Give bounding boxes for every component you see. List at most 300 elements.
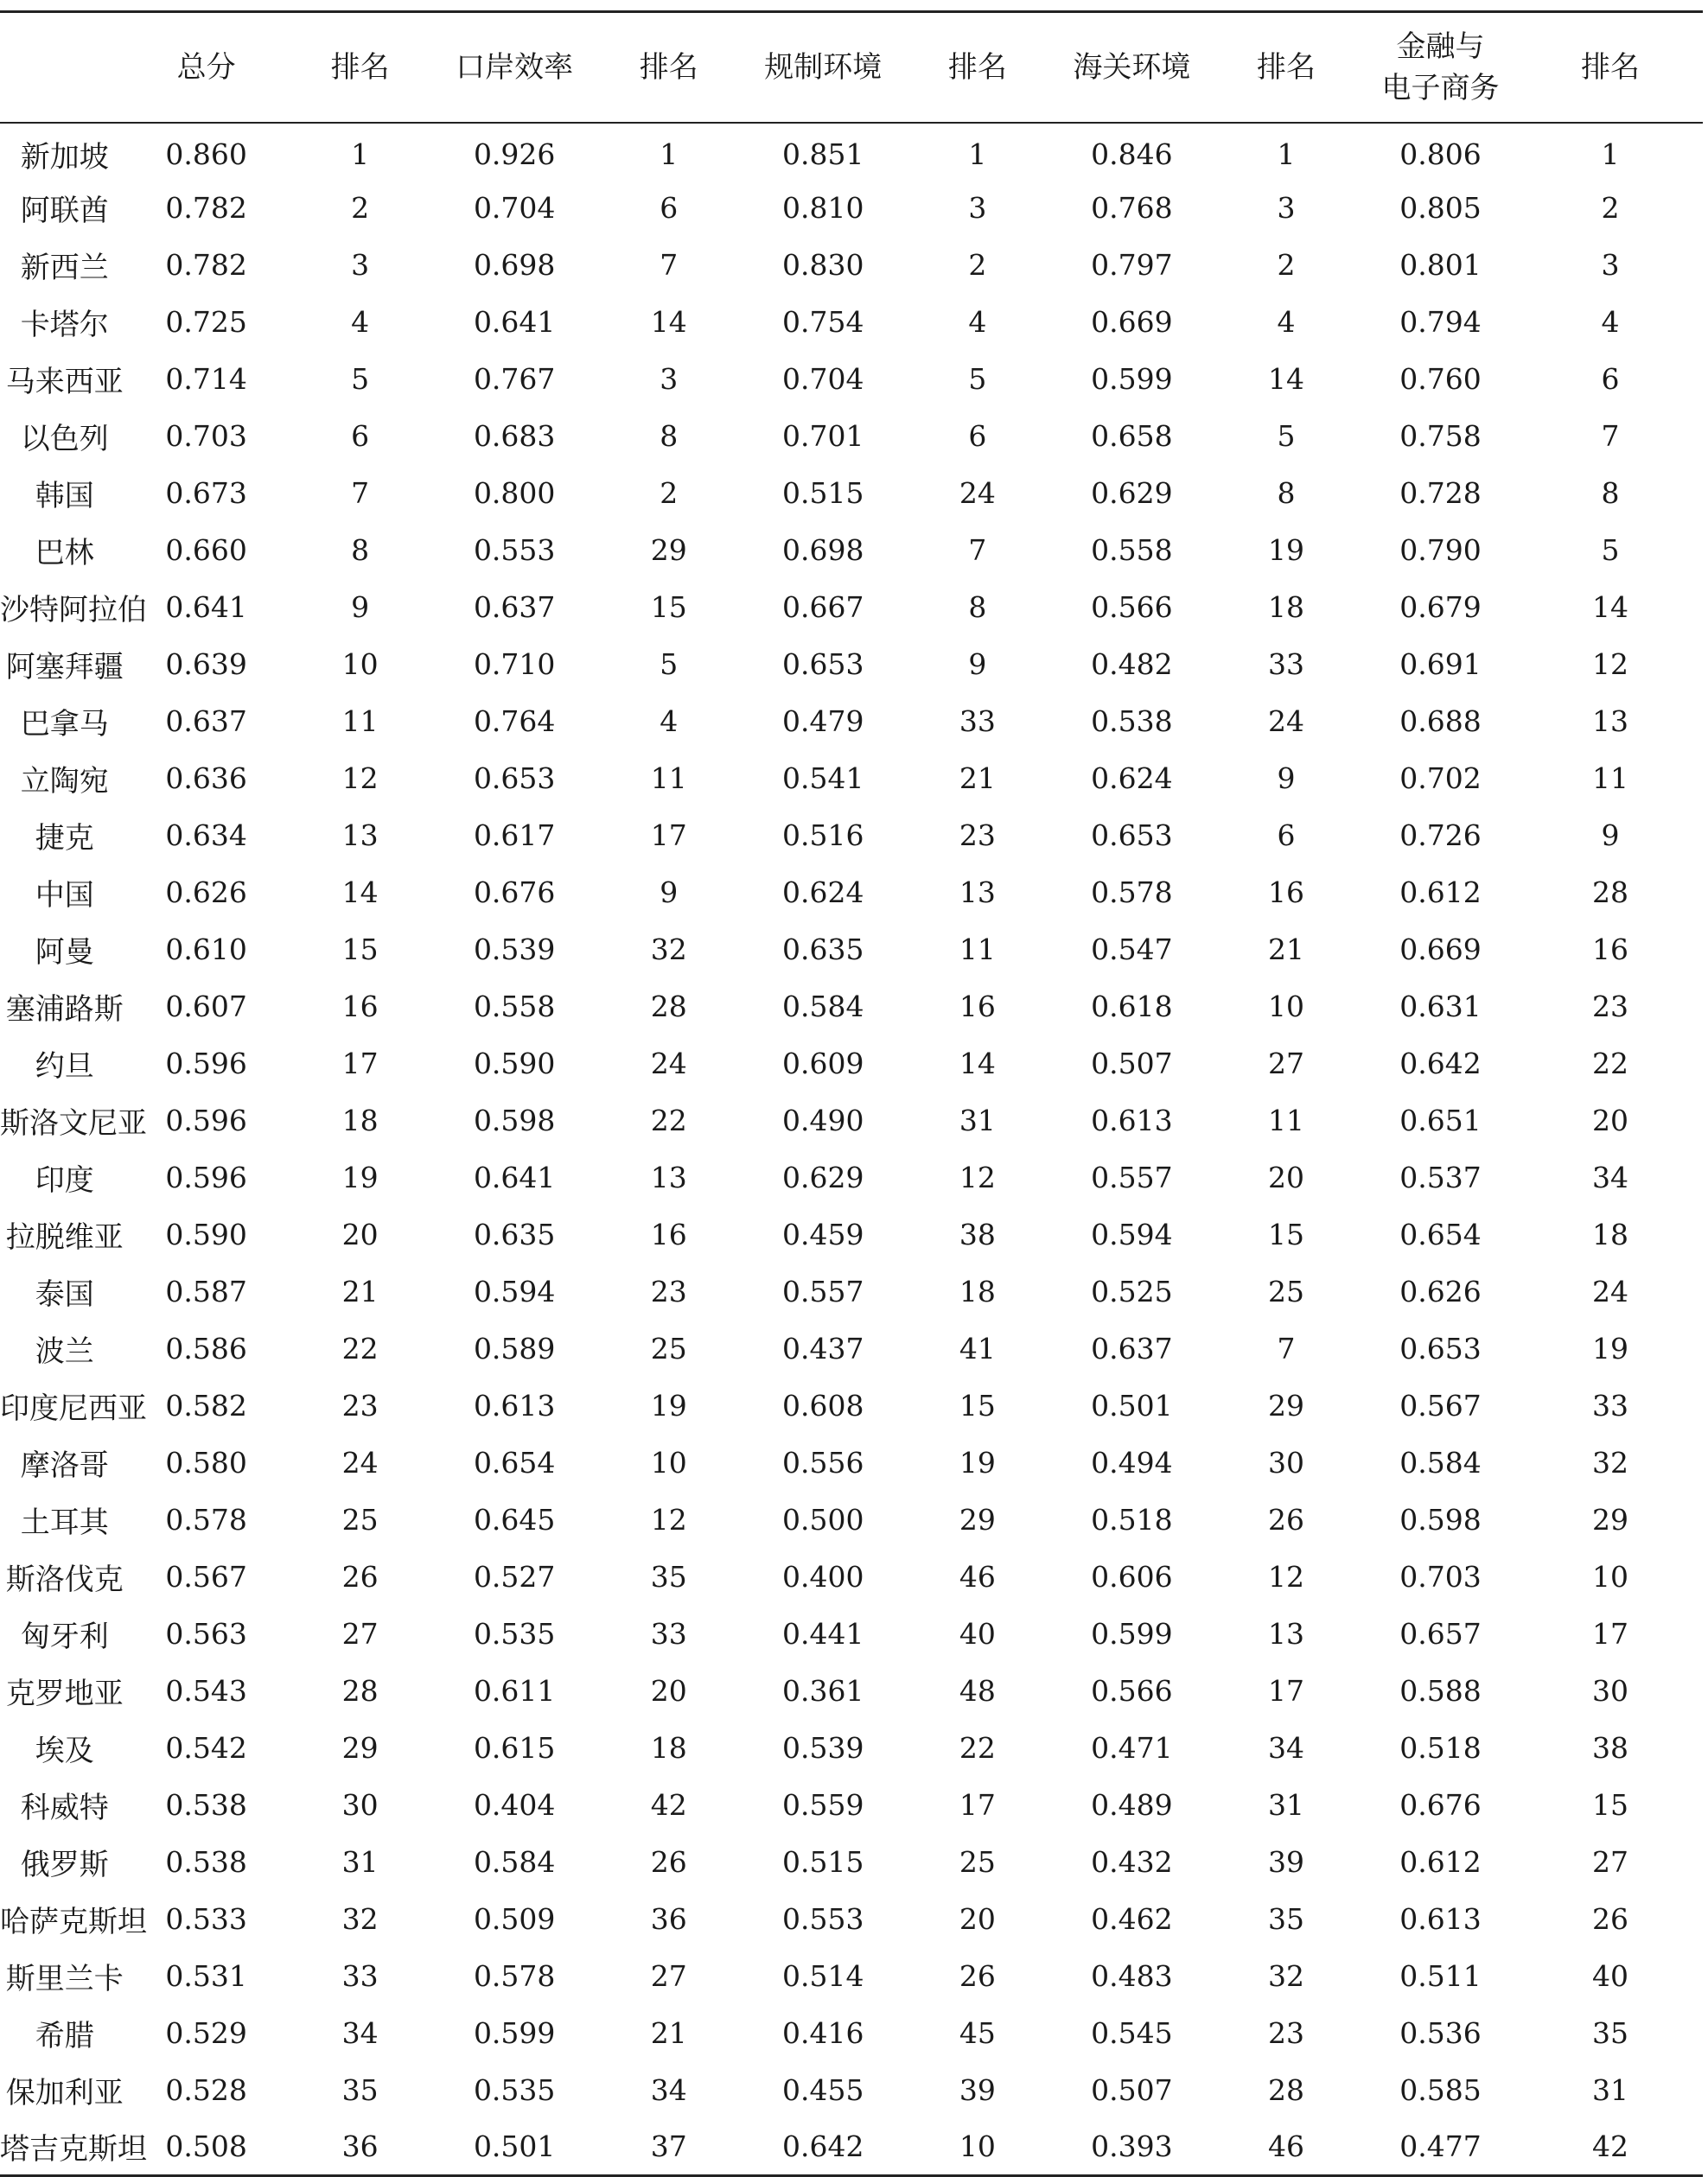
value-cell: 38 bbox=[1592, 1731, 1629, 1765]
value-cell: 19 bbox=[341, 1161, 379, 1194]
column-header: 排名 bbox=[284, 12, 437, 123]
value-cell: 0.760 bbox=[1399, 362, 1482, 396]
country-cell: 保加利亚 bbox=[5, 2076, 124, 2110]
country-cell: 拉脱维亚 bbox=[5, 1220, 124, 1255]
value-cell: 17 bbox=[959, 1788, 996, 1822]
value-cell: 0.653 bbox=[1399, 1332, 1482, 1365]
value-cell: 38 bbox=[959, 1218, 996, 1251]
value-cell: 33 bbox=[1267, 647, 1304, 681]
value-cell: 6 bbox=[351, 419, 370, 453]
country-cell: 阿曼 bbox=[35, 935, 94, 970]
country-cell: 约旦 bbox=[35, 1049, 94, 1084]
value-cell: 6 bbox=[968, 419, 987, 453]
value-cell: 0.612 bbox=[1399, 875, 1482, 909]
value-cell: 0.782 bbox=[165, 191, 247, 225]
table-row bbox=[0, 1549, 1703, 1606]
value-cell: 0.801 bbox=[1399, 248, 1482, 282]
value-cell: 0.594 bbox=[1091, 1218, 1173, 1251]
value-cell: 31 bbox=[959, 1104, 996, 1137]
value-cell: 11 bbox=[1267, 1104, 1304, 1137]
value-cell: 37 bbox=[592, 2119, 746, 2176]
value-cell: 23 bbox=[959, 818, 996, 852]
value-cell: 11 bbox=[1592, 761, 1629, 795]
value-cell: 0.596 bbox=[165, 1104, 247, 1137]
value-cell: 3 bbox=[351, 248, 370, 282]
value-cell: 12 bbox=[1267, 1560, 1304, 1594]
value-cell: 31 bbox=[1592, 2073, 1629, 2107]
value-cell: 2 bbox=[660, 476, 679, 510]
value-cell: 0.758 bbox=[1399, 419, 1482, 453]
table-row bbox=[0, 1435, 1703, 1492]
value-cell: 22 bbox=[1592, 1047, 1629, 1080]
value-cell: 0.567 bbox=[1399, 1389, 1482, 1423]
value-cell: 0.483 bbox=[1091, 1959, 1173, 1993]
value-cell: 0.584 bbox=[473, 1845, 556, 1879]
country-cell: 新西兰 bbox=[20, 251, 109, 285]
column-header: 排名 bbox=[1209, 12, 1363, 123]
value-cell: 0.635 bbox=[782, 933, 864, 966]
value-cell: 0.926 bbox=[473, 137, 556, 171]
value-cell: 6 bbox=[1277, 818, 1296, 852]
value-cell: 0.651 bbox=[1399, 1104, 1482, 1137]
value-cell: 0.479 bbox=[782, 704, 864, 738]
value-cell: 11 bbox=[341, 704, 379, 738]
value-cell: 0.667 bbox=[782, 590, 864, 624]
value-cell: 0.642 bbox=[746, 2119, 901, 2176]
value-cell: 0.676 bbox=[473, 875, 556, 909]
value-cell: 19 bbox=[959, 1446, 996, 1480]
value-cell: 0.594 bbox=[473, 1275, 556, 1308]
table-row bbox=[0, 1206, 1703, 1264]
value-cell: 0.482 bbox=[1091, 647, 1173, 681]
column-header: 总分 bbox=[130, 12, 284, 123]
column-header: 规制环境 bbox=[746, 12, 901, 123]
country-cell: 土耳其 bbox=[20, 1505, 109, 1540]
value-cell: 0.673 bbox=[165, 476, 247, 510]
value-cell: 0.830 bbox=[782, 248, 864, 282]
country-cell: 沙特阿拉伯 bbox=[0, 593, 147, 627]
document-page bbox=[0, 10, 1708, 2177]
value-cell: 0.557 bbox=[1091, 1161, 1173, 1194]
value-cell: 0.846 bbox=[1091, 137, 1173, 171]
value-cell: 4 bbox=[1277, 305, 1296, 339]
value-cell: 0.624 bbox=[782, 875, 864, 909]
value-cell: 19 bbox=[1592, 1332, 1629, 1365]
country-cell: 科威特 bbox=[20, 1791, 109, 1825]
value-cell: 34 bbox=[341, 2016, 379, 2050]
table-row bbox=[0, 1834, 1703, 1891]
table-row bbox=[0, 351, 1703, 408]
value-cell: 17 bbox=[650, 818, 687, 852]
value-cell: 35 bbox=[341, 2073, 379, 2107]
table-row bbox=[0, 750, 1703, 807]
value-cell: 24 bbox=[1592, 1275, 1629, 1308]
table-row bbox=[0, 1492, 1703, 1549]
value-cell: 7 bbox=[968, 533, 987, 567]
table-row bbox=[0, 2005, 1703, 2062]
value-cell: 28 bbox=[650, 990, 687, 1023]
value-cell: 0.527 bbox=[473, 1560, 556, 1594]
value-cell: 0.501 bbox=[437, 2119, 592, 2176]
value-cell: 0.688 bbox=[1399, 704, 1482, 738]
value-cell: 30 bbox=[1592, 1674, 1629, 1708]
value-cell: 0.654 bbox=[1399, 1218, 1482, 1251]
value-cell: 27 bbox=[650, 1959, 687, 1993]
value-cell: 0.580 bbox=[165, 1446, 247, 1480]
column-header: 口岸效率 bbox=[437, 12, 592, 123]
country-cell: 卡塔尔 bbox=[20, 308, 109, 342]
table-row bbox=[0, 2119, 1703, 2176]
value-cell: 30 bbox=[341, 1788, 379, 1822]
value-cell: 0.514 bbox=[782, 1959, 864, 1993]
value-cell: 34 bbox=[650, 2073, 687, 2107]
value-cell: 18 bbox=[650, 1731, 687, 1765]
value-cell: 0.639 bbox=[165, 647, 247, 681]
value-cell: 0.441 bbox=[782, 1617, 864, 1651]
value-cell: 2 bbox=[1601, 191, 1620, 225]
value-cell: 0.596 bbox=[165, 1161, 247, 1194]
country-cell: 巴林 bbox=[35, 536, 94, 570]
country-cell: 阿塞拜疆 bbox=[5, 650, 124, 684]
value-cell: 0.599 bbox=[1091, 362, 1173, 396]
value-cell: 13 bbox=[650, 1161, 687, 1194]
country-cell: 泰国 bbox=[35, 1277, 94, 1312]
value-cell: 0.590 bbox=[165, 1218, 247, 1251]
value-cell: 0.578 bbox=[1091, 875, 1173, 909]
header-row bbox=[0, 12, 1703, 123]
table-row bbox=[0, 1777, 1703, 1834]
value-cell: 8 bbox=[1277, 476, 1296, 510]
value-cell: 5 bbox=[1601, 533, 1620, 567]
table-row bbox=[0, 579, 1703, 636]
value-cell: 12 bbox=[341, 761, 379, 795]
country-cell: 新加坡 bbox=[20, 139, 109, 175]
value-cell: 0.701 bbox=[782, 419, 864, 453]
value-cell: 15 bbox=[650, 590, 687, 624]
value-cell: 24 bbox=[1267, 704, 1304, 738]
value-cell: 10 bbox=[901, 2119, 1055, 2176]
value-cell: 0.462 bbox=[1091, 1902, 1173, 1936]
value-cell: 0.657 bbox=[1399, 1617, 1482, 1651]
country-cell: 波兰 bbox=[35, 1334, 94, 1369]
value-cell: 25 bbox=[341, 1503, 379, 1537]
value-cell: 24 bbox=[959, 476, 996, 510]
value-cell: 1 bbox=[351, 137, 370, 171]
value-cell: 32 bbox=[1267, 1959, 1304, 1993]
value-cell: 0.612 bbox=[1399, 1845, 1482, 1879]
value-cell: 9 bbox=[660, 875, 679, 909]
value-cell: 20 bbox=[959, 1902, 996, 1936]
value-cell: 0.782 bbox=[165, 248, 247, 282]
value-cell: 0.608 bbox=[782, 1389, 864, 1423]
value-cell: 11 bbox=[959, 933, 996, 966]
value-cell: 0.703 bbox=[165, 419, 247, 453]
value-cell: 11 bbox=[650, 761, 687, 795]
value-cell: 0.543 bbox=[165, 1674, 247, 1708]
value-cell: 0.613 bbox=[473, 1389, 556, 1423]
value-cell: 0.539 bbox=[782, 1731, 864, 1765]
value-cell: 28 bbox=[1267, 2073, 1304, 2107]
value-cell: 0.507 bbox=[1091, 2073, 1173, 2107]
value-cell: 9 bbox=[968, 647, 987, 681]
value-cell: 0.566 bbox=[1091, 590, 1173, 624]
value-cell: 0.538 bbox=[1091, 704, 1173, 738]
table-row bbox=[0, 1606, 1703, 1663]
value-cell: 32 bbox=[341, 1902, 379, 1936]
value-cell: 19 bbox=[1267, 533, 1304, 567]
value-cell: 15 bbox=[1267, 1218, 1304, 1251]
value-cell: 7 bbox=[1601, 419, 1620, 453]
value-cell: 0.728 bbox=[1399, 476, 1482, 510]
value-cell: 0.613 bbox=[1399, 1902, 1482, 1936]
value-cell: 0.545 bbox=[1091, 2016, 1173, 2050]
value-cell: 0.361 bbox=[782, 1674, 864, 1708]
value-cell: 23 bbox=[341, 1389, 379, 1423]
value-cell: 30 bbox=[1267, 1446, 1304, 1480]
value-cell: 0.535 bbox=[473, 2073, 556, 2107]
country-cell: 以色列 bbox=[20, 422, 109, 456]
value-cell: 0.691 bbox=[1399, 647, 1482, 681]
table-row bbox=[0, 465, 1703, 522]
value-cell: 0.599 bbox=[473, 2016, 556, 2050]
country-cell: 中国 bbox=[35, 878, 94, 913]
column-header: 排名 bbox=[901, 12, 1055, 123]
value-cell: 18 bbox=[959, 1275, 996, 1308]
value-cell: 0.553 bbox=[782, 1902, 864, 1936]
value-cell: 3 bbox=[660, 362, 679, 396]
value-cell: 0.641 bbox=[473, 305, 556, 339]
value-cell: 35 bbox=[1592, 2016, 1629, 2050]
value-cell: 0.654 bbox=[473, 1446, 556, 1480]
value-cell: 0.489 bbox=[1091, 1788, 1173, 1822]
value-cell: 26 bbox=[650, 1845, 687, 1879]
value-cell: 0.810 bbox=[782, 191, 864, 225]
value-cell: 0.393 bbox=[1055, 2119, 1209, 2176]
value-cell: 0.586 bbox=[165, 1332, 247, 1365]
value-cell: 0.637 bbox=[165, 704, 247, 738]
value-cell: 25 bbox=[1267, 1275, 1304, 1308]
value-cell: 0.590 bbox=[473, 1047, 556, 1080]
value-cell: 0.626 bbox=[165, 875, 247, 909]
value-cell: 0.541 bbox=[782, 761, 864, 795]
value-cell: 13 bbox=[1592, 704, 1629, 738]
value-cell: 0.637 bbox=[1091, 1332, 1173, 1365]
value-cell: 0.494 bbox=[1091, 1446, 1173, 1480]
value-cell: 0.516 bbox=[782, 818, 864, 852]
value-cell: 0.637 bbox=[473, 590, 556, 624]
value-cell: 21 bbox=[341, 1275, 379, 1308]
value-cell: 39 bbox=[959, 2073, 996, 2107]
column-header bbox=[0, 12, 130, 123]
value-cell: 0.710 bbox=[473, 647, 556, 681]
value-cell: 16 bbox=[341, 990, 379, 1023]
value-cell: 0.636 bbox=[165, 761, 247, 795]
value-cell: 28 bbox=[1592, 875, 1629, 909]
table-row bbox=[0, 693, 1703, 750]
value-cell: 15 bbox=[341, 933, 379, 966]
value-cell: 0.726 bbox=[1399, 818, 1482, 852]
value-cell: 0.459 bbox=[782, 1218, 864, 1251]
value-cell: 5 bbox=[660, 647, 679, 681]
value-cell: 40 bbox=[1592, 1959, 1629, 1993]
value-cell: 0.768 bbox=[1091, 191, 1173, 225]
value-cell: 31 bbox=[1267, 1788, 1304, 1822]
value-cell: 0.634 bbox=[165, 818, 247, 852]
value-cell: 15 bbox=[959, 1389, 996, 1423]
value-cell: 0.805 bbox=[1399, 191, 1482, 225]
table-row bbox=[0, 1035, 1703, 1092]
value-cell: 0.704 bbox=[473, 191, 556, 225]
value-cell: 0.714 bbox=[165, 362, 247, 396]
value-cell: 21 bbox=[650, 2016, 687, 2050]
value-cell: 0.658 bbox=[1091, 419, 1173, 453]
value-cell: 0.400 bbox=[782, 1560, 864, 1594]
value-cell: 0.626 bbox=[1399, 1275, 1482, 1308]
value-cell: 0.703 bbox=[1399, 1560, 1482, 1594]
column-header: 排名 bbox=[592, 12, 746, 123]
value-cell: 0.535 bbox=[473, 1617, 556, 1651]
value-cell: 0.599 bbox=[1091, 1617, 1173, 1651]
country-cell: 斯里兰卡 bbox=[5, 1962, 124, 1996]
value-cell: 0.500 bbox=[782, 1503, 864, 1537]
value-cell: 21 bbox=[1267, 933, 1304, 966]
value-cell: 2 bbox=[351, 191, 370, 225]
table-row bbox=[0, 180, 1703, 237]
value-cell: 0.589 bbox=[473, 1332, 556, 1365]
value-cell: 20 bbox=[1592, 1104, 1629, 1137]
value-cell: 48 bbox=[959, 1674, 996, 1708]
value-cell: 8 bbox=[351, 533, 370, 567]
country-cell: 阿联酋 bbox=[20, 194, 109, 228]
value-cell: 33 bbox=[341, 1959, 379, 1993]
value-cell: 0.556 bbox=[782, 1446, 864, 1480]
value-cell: 25 bbox=[650, 1332, 687, 1365]
value-cell: 0.578 bbox=[473, 1959, 556, 1993]
value-cell: 0.635 bbox=[473, 1218, 556, 1251]
value-cell: 0.606 bbox=[1091, 1560, 1173, 1594]
table-row bbox=[0, 294, 1703, 351]
value-cell: 36 bbox=[650, 1902, 687, 1936]
value-cell: 6 bbox=[660, 191, 679, 225]
value-cell: 0.437 bbox=[782, 1332, 864, 1365]
value-cell: 27 bbox=[341, 1617, 379, 1651]
value-cell: 4 bbox=[660, 704, 679, 738]
value-cell: 0.585 bbox=[1399, 2073, 1482, 2107]
value-cell: 0.617 bbox=[473, 818, 556, 852]
value-cell: 0.533 bbox=[165, 1902, 247, 1936]
value-cell: 17 bbox=[341, 1047, 379, 1080]
value-cell: 26 bbox=[341, 1560, 379, 1594]
value-cell: 0.528 bbox=[165, 2073, 247, 2107]
value-cell: 0.790 bbox=[1399, 533, 1482, 567]
value-cell: 6 bbox=[1601, 362, 1620, 396]
value-cell: 0.584 bbox=[782, 990, 864, 1023]
country-cell: 巴拿马 bbox=[20, 707, 109, 742]
value-cell: 0.613 bbox=[1091, 1104, 1173, 1137]
table-row bbox=[0, 1264, 1703, 1321]
value-cell: 9 bbox=[351, 590, 370, 624]
table-row bbox=[0, 408, 1703, 465]
value-cell: 0.702 bbox=[1399, 761, 1482, 795]
table-row bbox=[0, 123, 1703, 180]
value-cell: 13 bbox=[341, 818, 379, 852]
value-cell: 0.797 bbox=[1091, 248, 1173, 282]
value-cell: 19 bbox=[650, 1389, 687, 1423]
value-cell: 0.629 bbox=[782, 1161, 864, 1194]
ranking-table bbox=[0, 10, 1703, 2177]
value-cell: 10 bbox=[650, 1446, 687, 1480]
value-cell: 0.683 bbox=[473, 419, 556, 453]
value-cell: 4 bbox=[1601, 305, 1620, 339]
value-cell: 0.641 bbox=[473, 1161, 556, 1194]
value-cell: 22 bbox=[341, 1332, 379, 1365]
value-cell: 5 bbox=[968, 362, 987, 396]
value-cell: 0.676 bbox=[1399, 1788, 1482, 1822]
value-cell: 16 bbox=[650, 1218, 687, 1251]
value-cell: 9 bbox=[1601, 818, 1620, 852]
value-cell: 0.860 bbox=[165, 137, 247, 171]
value-cell: 0.764 bbox=[473, 704, 556, 738]
value-cell: 0.501 bbox=[1091, 1389, 1173, 1423]
value-cell: 20 bbox=[650, 1674, 687, 1708]
value-cell: 0.806 bbox=[1399, 137, 1482, 171]
value-cell: 0.669 bbox=[1399, 933, 1482, 966]
value-cell: 16 bbox=[1267, 875, 1304, 909]
value-cell: 26 bbox=[1592, 1902, 1629, 1936]
table-row bbox=[0, 1321, 1703, 1378]
value-cell: 23 bbox=[1592, 990, 1629, 1023]
value-cell: 29 bbox=[341, 1731, 379, 1765]
country-cell: 摩洛哥 bbox=[20, 1448, 109, 1483]
value-cell: 0.542 bbox=[165, 1731, 247, 1765]
value-cell: 12 bbox=[959, 1161, 996, 1194]
value-cell: 10 bbox=[1267, 990, 1304, 1023]
value-cell: 0.416 bbox=[782, 2016, 864, 2050]
value-cell: 0.515 bbox=[782, 1845, 864, 1879]
value-cell: 0.631 bbox=[1399, 990, 1482, 1023]
value-cell: 7 bbox=[1277, 1332, 1296, 1365]
table-body bbox=[0, 123, 1703, 2176]
value-cell: 0.404 bbox=[473, 1788, 556, 1822]
country-cell: 韩国 bbox=[35, 479, 94, 513]
country-cell: 马来西亚 bbox=[5, 365, 124, 399]
value-cell: 0.531 bbox=[165, 1959, 247, 1993]
value-cell: 27 bbox=[1592, 1845, 1629, 1879]
value-cell: 0.653 bbox=[473, 761, 556, 795]
table-row bbox=[0, 864, 1703, 921]
table-row bbox=[0, 921, 1703, 978]
value-cell: 8 bbox=[660, 419, 679, 453]
value-cell: 45 bbox=[959, 2016, 996, 2050]
value-cell: 0.518 bbox=[1399, 1731, 1482, 1765]
table-row bbox=[0, 522, 1703, 579]
value-cell: 0.610 bbox=[165, 933, 247, 966]
value-cell: 0.553 bbox=[473, 533, 556, 567]
value-cell: 10 bbox=[1592, 1560, 1629, 1594]
value-cell: 9 bbox=[1277, 761, 1296, 795]
value-cell: 14 bbox=[650, 305, 687, 339]
value-cell: 18 bbox=[1267, 590, 1304, 624]
country-cell: 捷克 bbox=[35, 821, 94, 856]
column-header: 排名 bbox=[1518, 12, 1703, 123]
value-cell: 0.529 bbox=[165, 2016, 247, 2050]
value-cell: 13 bbox=[959, 875, 996, 909]
value-cell: 0.698 bbox=[782, 533, 864, 567]
value-cell: 33 bbox=[1592, 1389, 1629, 1423]
table-row bbox=[0, 636, 1703, 693]
country-cell: 希腊 bbox=[35, 2019, 94, 2053]
value-cell: 34 bbox=[1267, 1731, 1304, 1765]
